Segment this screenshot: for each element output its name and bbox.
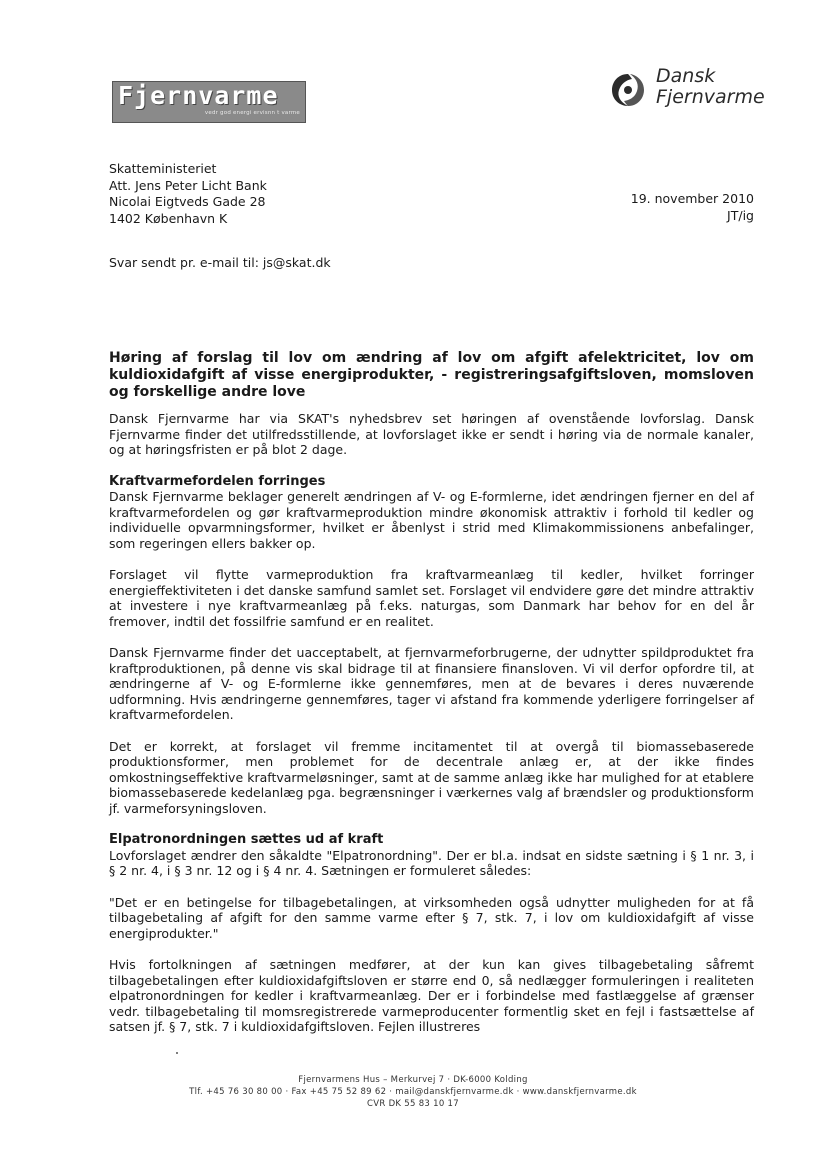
section-title: Kraftvarmefordelen forringes (109, 473, 326, 489)
recipient-address (109, 161, 267, 227)
footer-contact: Tlf. +45 76 30 80 00 · Fax +45 75 52 89 62 · mail@danskfjernvarme.dk · www.danskfjernvarme.dk (189, 1087, 637, 1097)
fjernvarme-logo-tagline: vedr god energi ervisnn t varme (204, 110, 300, 116)
letter-body (109, 350, 754, 1051)
intro-paragraph: Dansk Fjernvarme har via SKAT's nyhedsbrev set høringen af ovenstående lovforslag. Dansk Fjernvarme finder det utilfredsstillende, at lovforslaget ikke er sendt i høring via de normale kanaler, og at høringsfristen er på blot 2 dage. (109, 411, 754, 457)
paragraph: Lovforslaget ændrer den såkaldte "Elpatronordning". Der er bl.a. indsat en sidste sætning i § 1 nr. 3, i § 2 nr. 4, i § 3 nr. 12 og i § 4 nr. 4. Sætningen er formuleret således: (109, 847, 754, 878)
fjernvarme-logo-word: Fjernvarme (118, 81, 279, 110)
paragraph: Dansk Fjernvarme finder det uacceptabelt, at fjernvarmeforbrugerne, der udnytter spildproduktet fra kraftproduktionen, på denne vis skal bidrage til at finansiere finansloven. Vi vil derfor opfordre til, at ændringerne af V- og E-formlerne ikke gennemføres, men at de bevares i deres nuværende udformning. Hvis ændringerne gennemføres, tager vi afstand fra kommende yderligere forringelser af kraftvarmefordelen. (109, 645, 754, 722)
letter-reference: JT/ig (727, 207, 754, 223)
fjernvarme-logo (112, 81, 306, 123)
date-block (631, 191, 754, 224)
dansk-fjernvarme-swirl-icon (608, 70, 648, 110)
paragraph: Dansk Fjernvarme beklager generelt ændringen af V- og E-formlerne, idet ændringen fjerner en del af kraftvarmefordelen og gør kraftvarmeproduktion mindre økonomisk attraktiv i forhold til kedler og individuelle opvarmningsformer, hvilket er åbenlyst i strid med Klimakommissionens anbefalinger, som regeringen ellers bakker op. (109, 489, 754, 551)
footer-cvr: CVR DK 55 83 10 17 (367, 1099, 459, 1109)
wordmark-line2: Fjernvarme (656, 86, 765, 108)
address-line: Att. Jens Peter Licht Bank (109, 177, 267, 193)
paragraph: Det er korrekt, at forslaget vil fremme incitamentet til at overgå til biomassebaserede produktionsformer, men problemet for de decentrale anlæg er, at der ikke findes omkostningseffektive kraftvarmeløsninger, samt at de samme anlæg ikke har mulighed for at etablere biomassebaserede kedelanlæg pga. begrænsninger i værkernes valg af brændsler og produktionsform jf. varmeforsyningsloven. (109, 738, 754, 816)
address-line: Skatteministeriet (109, 161, 217, 176)
footer-address: Fjernvarmens Hus – Merkurvej 7 · DK-6000 Kolding (298, 1075, 528, 1085)
dansk-fjernvarme-logo (608, 66, 768, 116)
quoted-sentence: "Det er en betingelse for tilbagebetalingen, at virksomheden også udnytter muligheden for at få tilbagebetaling af afgift for den samme varme efter § 7, stk. 7, i lov om kuldioxidafgift af visse energiprodukter." (109, 894, 754, 941)
letter-footer (0, 1074, 826, 1110)
wordmark-line1: Dansk (656, 65, 716, 87)
scan-speck (176, 1052, 178, 1054)
address-line: Nicolai Eigtveds Gade 28 (109, 194, 266, 209)
paragraph: Forslaget vil flytte varmeproduktion fra kraftvarmeanlæg til kedler, hvilket forringer energieffektiviteten i det danske samfund samlet set. Forslaget vil endvidere gøre det mindre attraktiv at investere i nye kraftvarmeanlæg på f.eks. naturgas, som Danmark har behov for en del år fremover, indtil det fossilfrie samfund er en realitet. (109, 567, 754, 629)
letter-date: 19. november 2010 (630, 191, 754, 206)
paragraph: Hvis fortolkningen af sætningen medfører, at der kun kan gives tilbagebetaling såfremt tilbagebetalingen efter kuldioxidafgiftsloven er større end 0, så nedlægger formuleringen i realiteten elpatronordningen for kedler i kraftvarmeanlæg. Der er i forbindelse med fastlæggelse af grænser vedr. tilbagebetaling til momsregistrerede varmeproducenter formentlig sket en fejl i fastsættelse af satsen jf. § 7, stk. 7 i kuldioxidafgiftsloven. Fejlen illustreres (109, 957, 754, 1034)
dansk-fjernvarme-wordmark (656, 66, 765, 108)
address-line: 1402 København K (109, 210, 228, 226)
section-title: Elpatronordningen sættes ud af kraft (109, 832, 384, 847)
reply-note: Svar sendt pr. e-mail til: js@skat.dk (109, 255, 331, 270)
letter-heading: Høring af forslag til lov om ændring af lov om afgift afelektricitet, lov om kuldioxidafgift af visse energiprodukter, - registreringsafgiftsloven, momsloven og forskellige andre love (109, 350, 754, 400)
